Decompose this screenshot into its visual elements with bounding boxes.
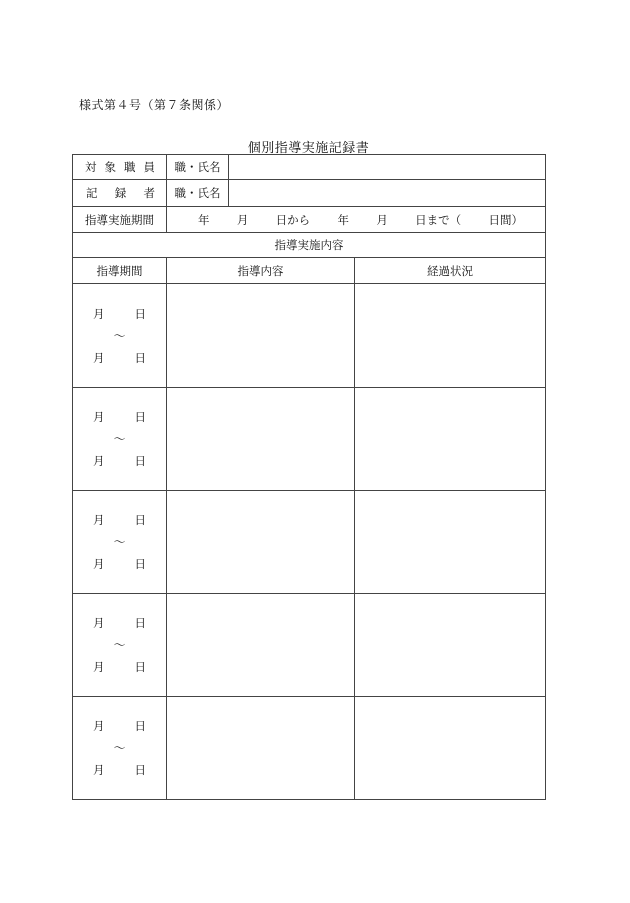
- end-day-label: 日: [134, 350, 146, 365]
- column-header-guidance-content: 指導内容: [167, 258, 355, 284]
- end-month-label: 月: [93, 350, 105, 365]
- entry-row: [73, 388, 546, 491]
- recorder-label-char: 者: [143, 186, 155, 200]
- target-label-char: 象: [104, 160, 116, 174]
- entry-row: [73, 284, 546, 388]
- target-label-char: 員: [143, 160, 155, 174]
- column-header-progress: 経過状況: [355, 258, 546, 284]
- period-days-count: 日間）: [488, 212, 523, 227]
- document-title: 個別指導実施記録書: [247, 141, 370, 156]
- period-row: [73, 207, 546, 233]
- target-label-char: 対: [85, 160, 97, 174]
- range-tilde: ～: [113, 638, 126, 652]
- start-month-label: 月: [93, 719, 105, 733]
- range-tilde: ～: [113, 535, 126, 549]
- record-table: [72, 154, 546, 800]
- period-year-start: 年: [198, 212, 210, 227]
- entry-row: [73, 491, 546, 594]
- column-header-guidance-period: 指導期間: [73, 258, 167, 284]
- entry-progress-cell[interactable]: [355, 594, 546, 697]
- start-day-label: 日: [134, 513, 146, 527]
- entry-progress-cell[interactable]: [355, 284, 546, 388]
- target-position-name-field[interactable]: [229, 155, 546, 180]
- end-day-label: 日: [134, 454, 146, 468]
- recorder-row: [73, 180, 546, 207]
- period-month-end: 月: [376, 212, 388, 227]
- entry-content-cell[interactable]: [167, 388, 355, 491]
- recorder-position-name-field[interactable]: [229, 180, 546, 207]
- range-tilde: ～: [113, 432, 126, 446]
- start-day-label: 日: [134, 616, 146, 630]
- end-month-label: 月: [93, 660, 105, 674]
- recorder-label: [73, 180, 167, 207]
- entry-progress-cell[interactable]: [355, 491, 546, 594]
- entry-progress-cell[interactable]: [355, 697, 546, 800]
- end-day-label: 日: [134, 660, 146, 674]
- target-position-name-label: 職・氏名: [167, 155, 229, 180]
- period-month-start: 月: [236, 212, 249, 227]
- start-month-label: 月: [93, 410, 105, 424]
- form-number: 様式第４号（第７条関係）: [79, 98, 230, 112]
- end-day-label: 日: [134, 763, 146, 777]
- recorder-label-char: 記: [86, 186, 98, 200]
- period-day-end: 日まで（: [415, 212, 462, 227]
- section-title: 指導実施内容: [73, 233, 546, 258]
- entry-content-cell[interactable]: [167, 491, 355, 594]
- period-field[interactable]: [167, 207, 546, 233]
- entry-progress-cell[interactable]: [355, 388, 546, 491]
- recorder-position-name-label: 職・氏名: [167, 180, 229, 207]
- start-day-label: 日: [134, 410, 146, 424]
- end-month-label: 月: [93, 557, 105, 571]
- target-employee-label: [73, 155, 167, 180]
- period-label: 指導実施期間: [73, 207, 167, 233]
- entry-row: [73, 697, 546, 800]
- recorder-label-char: 録: [114, 186, 127, 200]
- entry-period-cell[interactable]: [73, 697, 167, 800]
- target-label-char: 職: [124, 160, 136, 174]
- section-header-row: [73, 233, 546, 258]
- period-year-end: 年: [337, 212, 349, 227]
- range-tilde: ～: [113, 328, 126, 343]
- entry-period-cell[interactable]: [73, 284, 167, 388]
- target-employee-row: [73, 155, 546, 180]
- period-day-start: 日から: [275, 212, 311, 227]
- entry-content-cell[interactable]: [167, 594, 355, 697]
- start-day-label: 日: [134, 719, 146, 733]
- entry-content-cell[interactable]: [167, 697, 355, 800]
- start-month-label: 月: [93, 513, 105, 527]
- end-month-label: 月: [93, 763, 105, 777]
- entry-content-cell[interactable]: [167, 284, 355, 388]
- start-month-label: 月: [93, 616, 105, 630]
- start-day-label: 日: [134, 306, 146, 321]
- entry-period-cell[interactable]: [73, 594, 167, 697]
- entry-period-cell[interactable]: [73, 388, 167, 491]
- entry-row: [73, 594, 546, 697]
- start-month-label: 月: [93, 306, 105, 321]
- range-tilde: ～: [113, 741, 126, 755]
- end-month-label: 月: [93, 454, 105, 468]
- end-day-label: 日: [134, 557, 146, 571]
- entry-period-cell[interactable]: [73, 491, 167, 594]
- column-header-row: [73, 258, 546, 284]
